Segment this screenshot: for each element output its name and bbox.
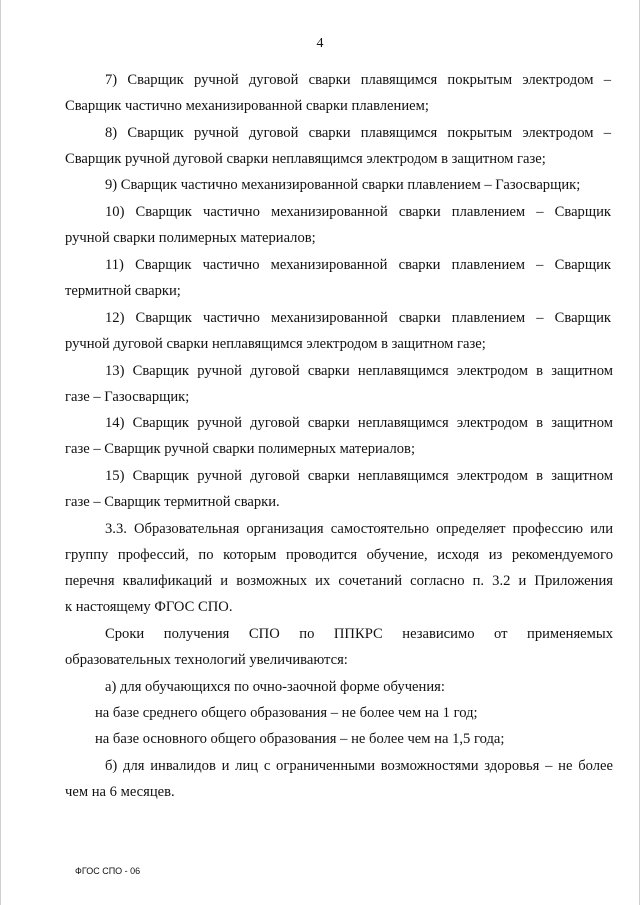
text-line: чем на 6 месяцев.	[65, 784, 175, 800]
text-line: на базе среднего общего образования – не более чем на 1 год;	[95, 705, 478, 721]
text-line: на базе основного общего образования – не более чем на 1,5 года;	[95, 731, 505, 747]
text-line: Сроки получения СПО по ППКРС независимо от применяемых	[105, 626, 613, 642]
text-line: ручной дуговой сварки неплавящимся электродом в защитном газе;	[65, 336, 486, 352]
text-line: 7) Сварщик ручной дуговой сварки плавящимся покрытым электродом –	[105, 72, 611, 88]
text-line: 14) Сварщик ручной дуговой сварки неплавящимся электродом в защитном	[105, 415, 613, 431]
text-line: 13) Сварщик ручной дуговой сварки неплавящимся электродом в защитном	[105, 363, 613, 379]
page-number: 4	[316, 36, 324, 51]
text-line: к настоящему ФГОС СПО.	[65, 599, 233, 615]
text-line: 15) Сварщик ручной дуговой сварки неплавящимся электродом в защитном	[105, 468, 613, 484]
text-line: а) для обучающихся по очно-заочной форме обучения:	[105, 679, 445, 695]
text-line: 12) Сварщик частично механизированной сварки плавлением – Сварщик	[105, 310, 611, 326]
text-line: 11) Сварщик частично механизированной сварки плавлением – Сварщик	[105, 257, 611, 273]
text-line: ручной сварки полимерных материалов;	[65, 230, 316, 246]
text-line: 3.3. Образовательная организация самостоятельно определяет профессию или	[105, 521, 613, 537]
text-line: группу профессий, по которым проводится обучение, исходя из рекомендуемого	[65, 547, 613, 563]
text-line: термитной сварки;	[65, 283, 181, 299]
text-line: газе – Сварщик ручной сварки полимерных материалов;	[65, 441, 416, 457]
text-line: 9) Сварщик частично механизированной сварки плавлением – Газосварщик;	[105, 177, 581, 193]
text-line: Сварщик ручной дуговой сварки неплавящимся электродом в защитном газе;	[65, 151, 546, 167]
text-line: образовательных технологий увеличиваются:	[65, 652, 348, 668]
text-line: 10) Сварщик частично механизированной сварки плавлением – Сварщик	[105, 204, 611, 220]
text-line: Сварщик частично механизированной сварки плавлением;	[65, 98, 429, 114]
text-line: газе – Сварщик термитной сварки.	[65, 494, 280, 510]
footer-code: ФГОС СПО - 06	[75, 866, 141, 876]
text-line: б) для инвалидов и лиц с ограниченными возможностями здоровья – не более	[105, 758, 613, 774]
text-line: 8) Сварщик ручной дуговой сварки плавящимся покрытым электродом –	[105, 125, 611, 141]
text-line: газе – Газосварщик;	[65, 389, 190, 405]
text-line: перечня квалификаций и возможных их сочетаний согласно п. 3.2 и Приложения	[65, 573, 613, 589]
